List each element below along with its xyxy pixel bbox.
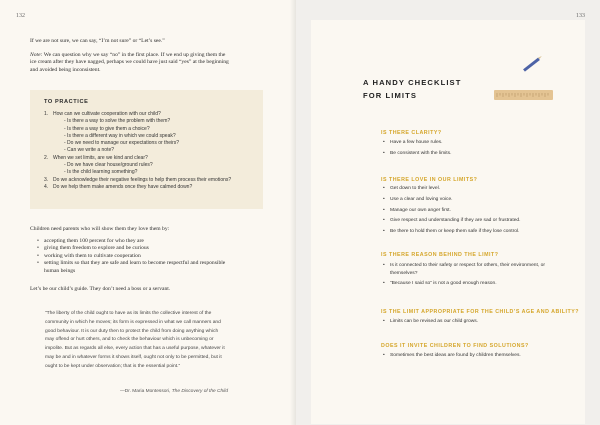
page-number-right: 133 — [576, 13, 585, 19]
section-heading-reason: IS THERE REASON BEHIND THE LIMIT? — [381, 252, 499, 258]
citation-author: —Dr. Maria Montessori, — [120, 389, 171, 394]
quote-line: good behaviour. It is our duty then to protect the child from doing anything which — [45, 328, 219, 334]
practice-item: 2. When we set limits, are we kind and clear? — [44, 154, 148, 161]
checklist-item: • Get down to their level. — [383, 184, 521, 195]
bullet-item: • accepting them 100 percent for who they are — [38, 238, 225, 245]
page-number-left: 132 — [16, 13, 25, 19]
checklist-love — [383, 184, 521, 238]
practice-subitem: - Can we write a note? — [64, 147, 115, 154]
checklist-clarity — [383, 138, 451, 160]
practice-item: 1. How can we cultivate cooperation with our child? — [44, 111, 161, 117]
practice-item: 4. Do we help them make amends once they have calmed down? — [44, 183, 193, 190]
love-bullet-list — [38, 238, 225, 275]
practice-subitem: - Is there a way to give them a choice? — [64, 125, 150, 132]
checklist-item: • Be consistent with the limits. — [383, 149, 451, 160]
checklist-item: • Sometimes the best ideas are found by children themselves. — [383, 351, 521, 362]
citation-title: The Discovery of the Child — [171, 389, 228, 394]
quote-line: ought to be kept under observation; that is the essential point.” — [45, 363, 181, 369]
checklist-item: • Use a clear and loving voice. — [383, 195, 521, 206]
checklist-solutions — [383, 351, 521, 362]
bullet-item: • setting limits so that they are safe and learn to become respectful and responsible — [38, 260, 225, 267]
practice-item: 3. Do we acknowledge their negative feelings to help them process their emotions? — [44, 176, 232, 183]
children-need-paragraph: Children need parents who will show them they love them by: — [30, 226, 170, 232]
practice-subitem: - Do we need to manage our expectations or theirs? — [64, 140, 180, 147]
quote-line: impolite. But as regards all else, every action that has a useful purpose, whatever it — [45, 346, 225, 352]
practice-subitem: - Is there a different way in which we could speak? — [64, 132, 176, 139]
to-practice-box — [30, 90, 263, 209]
to-practice-heading: TO PRACTICE — [44, 99, 89, 105]
section-heading-appropriate: IS THE LIMIT APPROPRIATE FOR THE CHILD’S AGE AND ABILITY? — [381, 309, 579, 315]
montessori-quote — [45, 310, 265, 372]
section-heading-clarity: IS THERE CLARITY? — [381, 130, 442, 136]
bullet-item: • working with them to cultivate cooperation — [38, 253, 225, 260]
checklist-appropriate — [383, 317, 478, 328]
checklist-item: • Have a few house rules. — [383, 138, 451, 149]
ruler-icon — [494, 90, 553, 100]
checklist-reason — [383, 262, 545, 289]
note-line: ice cream after they have nagged, perhaps we could have just said “yes” at the beginning — [30, 59, 229, 66]
ruler-ticks — [494, 93, 553, 103]
checklist-item: • Is it connected to their safety or respect for others, their environment, or — [383, 262, 545, 270]
note-label: Note: — [30, 52, 43, 58]
quote-line: community in which he moves; its form is expressed in what we call manners and — [45, 319, 221, 325]
left-page — [0, 0, 296, 425]
note-line: and avoided being inconsistent. — [30, 66, 101, 73]
intro-paragraph: If we are not sure, we can say, “I’m not sure” or “Let’s see.” — [30, 38, 165, 44]
checklist-item: • Be there to hold them or keep them safe if they lose control. — [383, 227, 521, 238]
bullet-item: • giving them freedom to explore and be curious — [38, 245, 225, 252]
checklist-item-continued: themselves? — [390, 271, 418, 277]
checklist-item: • “Because I said so” is not a good enough reason. — [383, 278, 545, 289]
note-paragraph — [30, 52, 270, 74]
checklist-title: A HANDY CHECKLIST FOR LIMITS — [363, 78, 462, 100]
checklist-item: • Limits can be revised as our child grows. — [383, 317, 478, 328]
practice-list — [44, 111, 249, 191]
quote-line: “The liberty of the child ought to have as its limits the collective interest of the — [45, 311, 212, 316]
checklist-item: • Give respect and understanding if they are sad or frustrated. — [383, 216, 521, 227]
quote-line: may be and in whatever forms it shows itself, ought not only to be permitted, but it — [45, 354, 222, 360]
quote-citation — [120, 389, 228, 394]
quote-line: may offend or hurt others, and to check the behaviour which is unbecoming or — [45, 337, 214, 343]
checklist-item: • Manage our own anger first. — [383, 206, 521, 217]
guide-paragraph: Let’s be our child’s guide. They don’t need a boss or a servant. — [30, 286, 171, 292]
checklist-card — [311, 20, 585, 424]
pencil-icon — [523, 58, 540, 72]
note-line: We can question why we say “no” in the first place. If we end up giving them the — [43, 52, 226, 58]
section-heading-love: IS THERE LOVE IN OUR LIMITS? — [381, 177, 478, 183]
practice-subitem: - Is the child learning something? — [64, 169, 138, 176]
right-page — [296, 0, 600, 425]
practice-subitem: - Do we have clear house/ground rules? — [64, 162, 153, 169]
practice-subitem: - Is there a way to solve the problem with them? — [64, 118, 171, 125]
bullet-item-continued: human beings — [44, 267, 76, 274]
section-heading-solutions: DOES IT INVITE CHILDREN TO FIND SOLUTIONS? — [381, 343, 529, 349]
